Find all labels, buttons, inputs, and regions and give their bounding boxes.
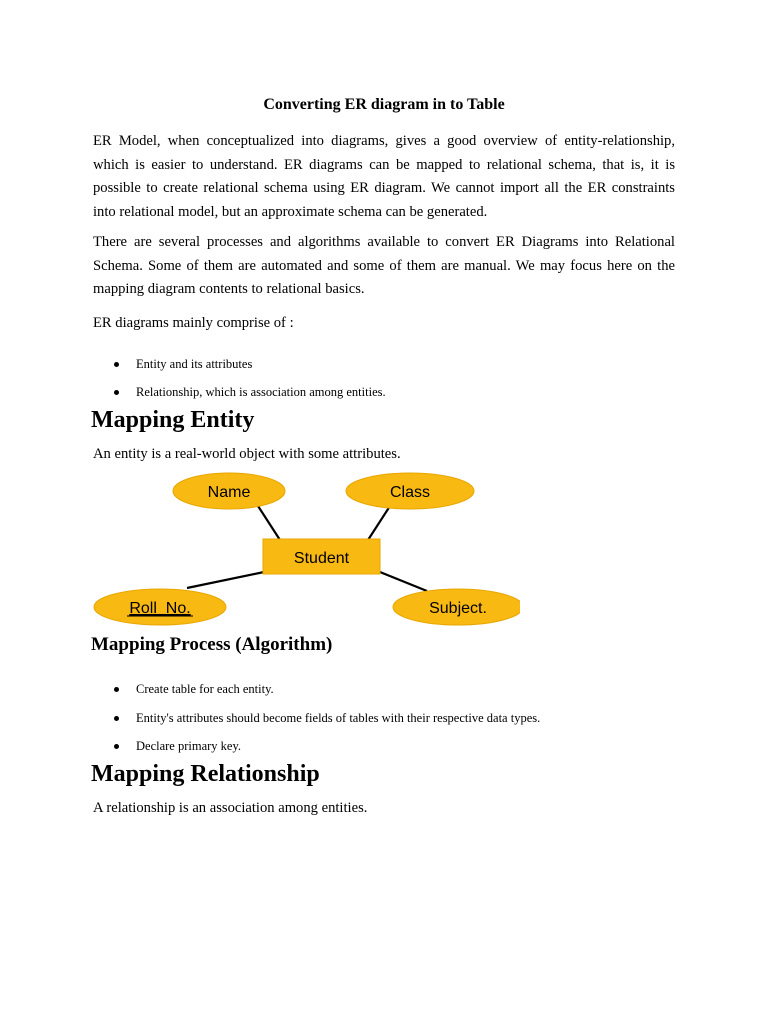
attribute-name-label: Name xyxy=(207,484,251,501)
connector-subject xyxy=(380,572,427,591)
intro-line: into relational model, but an approximate schema can be generated. xyxy=(93,203,488,220)
intro-line: possible to create relational schema using ER diagram. We cannot import all the ER constraints xyxy=(93,180,675,196)
processes-line: Schema. Some of them are automated and some of them are manual. We may focus here on the xyxy=(93,257,675,274)
bullet-icon xyxy=(114,716,119,721)
connector-roll-no xyxy=(187,572,264,588)
entity-student-shape xyxy=(263,539,380,574)
attribute-roll-no-shape xyxy=(94,589,226,625)
attribute-subject-shape xyxy=(393,589,520,625)
attribute-roll-no-label: Roll_No. xyxy=(129,600,191,617)
entity-student-label: Student xyxy=(293,550,350,567)
list-item-text: Create table for each entity. xyxy=(136,682,274,696)
page-title: Converting ER diagram in to Table xyxy=(263,96,505,113)
intro-paragraph xyxy=(93,130,675,224)
mapping-relationship-description: A relationship is an association among entities. xyxy=(93,800,368,816)
attribute-name-shape xyxy=(173,473,285,509)
er-diagram xyxy=(80,468,520,628)
bullet-icon xyxy=(114,390,119,395)
attribute-class-label: Class xyxy=(389,484,431,501)
attribute-class-shape xyxy=(346,473,474,509)
mapping-process-heading: Mapping Process (Algorithm) xyxy=(91,634,333,655)
comprise-label: ER diagrams mainly comprise of : xyxy=(93,315,294,331)
list-item-text: Entity's attributes should become fields of tables with their respective data types. xyxy=(136,711,541,725)
intro-line: which is easier to understand. ER diagrams can be mapped to relational schema, that is, it is xyxy=(93,156,675,173)
connector-class xyxy=(368,506,390,540)
list-item-text: Declare primary key. xyxy=(136,739,242,753)
processes-line: There are several processes and algorithms available to convert ER Diagrams into Relational xyxy=(93,234,675,250)
mapping-entity-heading: Mapping Entity xyxy=(91,407,255,433)
mapping-relationship-heading: Mapping Relationship xyxy=(91,761,320,787)
processes-line: mapping diagram contents to relational basics. xyxy=(93,281,365,297)
list-item-text: Entity and its attributes xyxy=(136,357,253,371)
list-item-text: Relationship, which is association among entities. xyxy=(136,385,386,399)
processes-paragraph xyxy=(93,231,675,302)
attribute-subject-label: Subject. xyxy=(429,600,487,617)
mapping-entity-description: An entity is a real-world object with some attributes. xyxy=(93,446,401,462)
bullet-icon xyxy=(114,744,119,749)
connector-name xyxy=(258,506,280,540)
bullet-icon xyxy=(114,687,119,692)
intro-line: ER Model, when conceptualized into diagrams, gives a good overview of entity-relationship, xyxy=(93,133,675,149)
bullet-icon xyxy=(114,362,119,367)
